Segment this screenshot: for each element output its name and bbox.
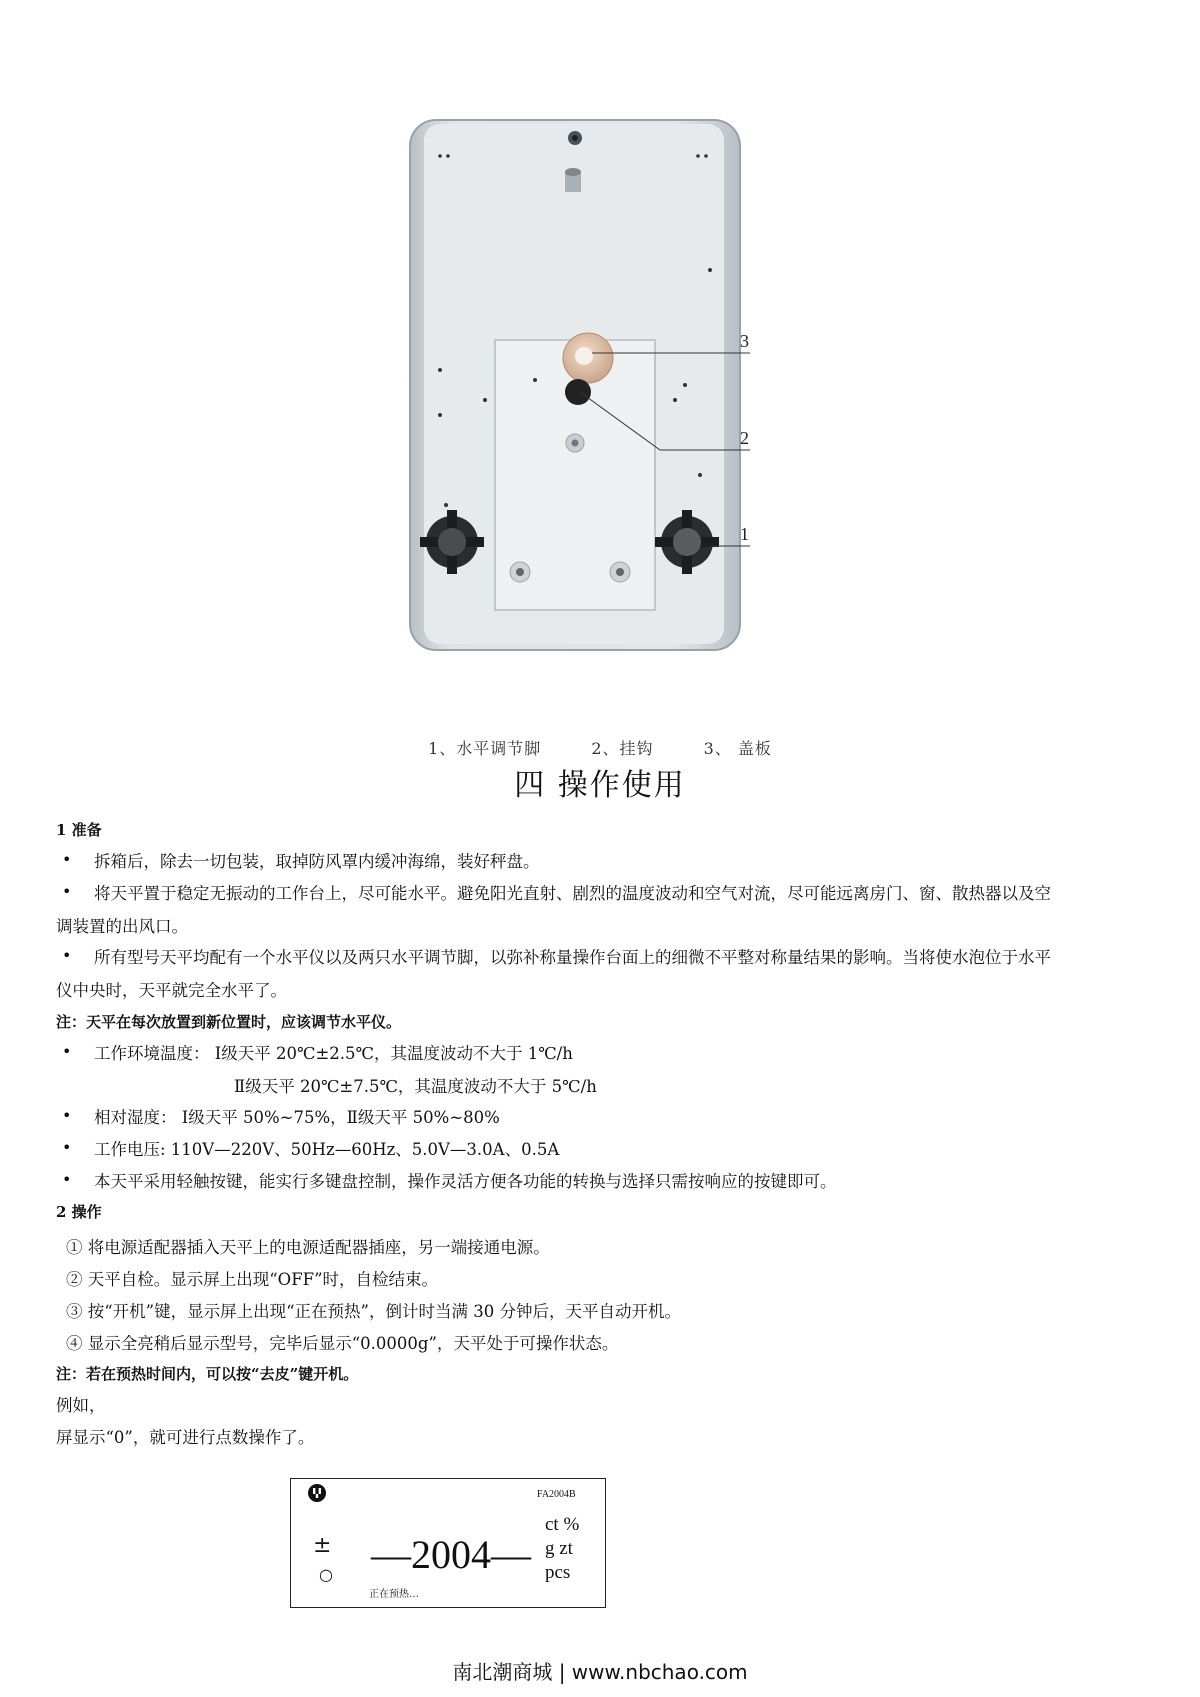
display-status: 正在预热… <box>369 1589 419 1600</box>
prep-note: 注：天平在每次放置到新位置时，应该调节水平仪。 <box>56 1013 402 1031</box>
footer-watermark: 南北潮商城 | www.nbchao.com <box>452 1660 748 1684</box>
figure-caption <box>0 736 1200 759</box>
ops-heading: 2 操作 <box>56 1203 102 1221</box>
prep-item-6: 工作电压: 110V—220V、50Hz—60Hz、5.0V—3.0A、0.5A <box>94 1140 560 1159</box>
ops-example: 例如， <box>56 1396 106 1415</box>
display-model: FA2004B <box>537 1489 576 1500</box>
prep-item-7: 本天平采用轻触按键，能实行多键盘控制，操作灵活方便各功能的转换与选择只需按响应的按键即可。 <box>94 1172 837 1191</box>
ops-step-1: ① 将电源适配器插入天平上的电源适配器插座，另一端接通电源。 <box>66 1238 550 1257</box>
bullet: • <box>62 1170 72 1189</box>
bullet: • <box>62 946 72 965</box>
bullet: • <box>62 1042 72 1061</box>
caption-item-1: 1、水平调节脚 <box>428 739 542 758</box>
callout-1: 1 <box>740 524 749 544</box>
bullet: • <box>62 1138 72 1157</box>
prep-heading: 1 准备 <box>56 821 102 839</box>
prep-item-2: 将天平置于稳定无振动的工作台上，尽可能水平。避免阳光直射、剧烈的温度波动和空气对流，尽可能远离房门、窗、散热器以及空 <box>94 884 1051 903</box>
ops-example-2: 屏显示“0”，就可进行点数操作了。 <box>56 1428 315 1447</box>
prep-item-4-cont: Ⅱ级天平 20℃±7.5℃，其温度波动不大于 5℃/h <box>234 1077 597 1096</box>
caption-item-3: 3、 盖板 <box>703 739 772 758</box>
display-reading: —2004— <box>371 1532 531 1577</box>
prep-item-1: 拆箱后，除去一切包装，取掉防风罩内缓冲海绵，装好秤盘。 <box>94 852 540 871</box>
prep-item-4: 工作环境温度： Ⅰ级天平 20℃±2.5℃，其温度波动不大于 1℃/h <box>94 1044 573 1063</box>
plus-minus-sign: ± <box>313 1533 332 1558</box>
unit-line-3: pcs <box>545 1562 571 1583</box>
balance-display <box>290 1478 606 1608</box>
ops-step-4: ④ 显示全亮稍后显示型号，完毕后显示“0.0000g”，天平处于可操作状态。 <box>66 1334 619 1353</box>
prep-item-3: 所有型号天平均配有一个水平仪以及两只水平调节脚，以弥补称量操作台面上的细微不平整对称量结果的影响。当将使水泡位于水平 <box>94 948 1051 967</box>
section-title: 四 操作使用 <box>514 768 686 803</box>
callout-3: 3 <box>740 331 749 351</box>
ops-note: 注：若在预热时间内，可以按“去皮”键开机。 <box>56 1365 359 1383</box>
stability-indicator: ○ <box>319 1565 333 1584</box>
callout-2: 2 <box>740 428 749 448</box>
caption-item-2: 2、挂钩 <box>591 739 654 758</box>
unit-line-2: g zt <box>545 1538 573 1559</box>
prep-item-3-cont: 仪中央时，天平就完全水平了。 <box>56 981 287 1000</box>
prep-item-2-cont: 调装置的出风口。 <box>56 917 188 936</box>
bullet: • <box>62 882 72 901</box>
plug-icon <box>307 1483 327 1503</box>
bullet: • <box>62 1106 72 1125</box>
bullet: • <box>62 850 72 869</box>
unit-line-1: ct % <box>545 1514 580 1535</box>
display-units <box>545 1513 579 1585</box>
balance-back-photo <box>330 110 830 670</box>
prep-item-5: 相对湿度： Ⅰ级天平 50%~75%，Ⅱ级天平 50%~80% <box>94 1108 500 1127</box>
ops-step-3: ③ 按“开机”键，显示屏上出现“正在预热”，倒计时当满 30 分钟后，天平自动开机。 <box>66 1302 681 1321</box>
ops-step-2: ② 天平自检。显示屏上出现“OFF”时，自检结束。 <box>66 1270 439 1289</box>
